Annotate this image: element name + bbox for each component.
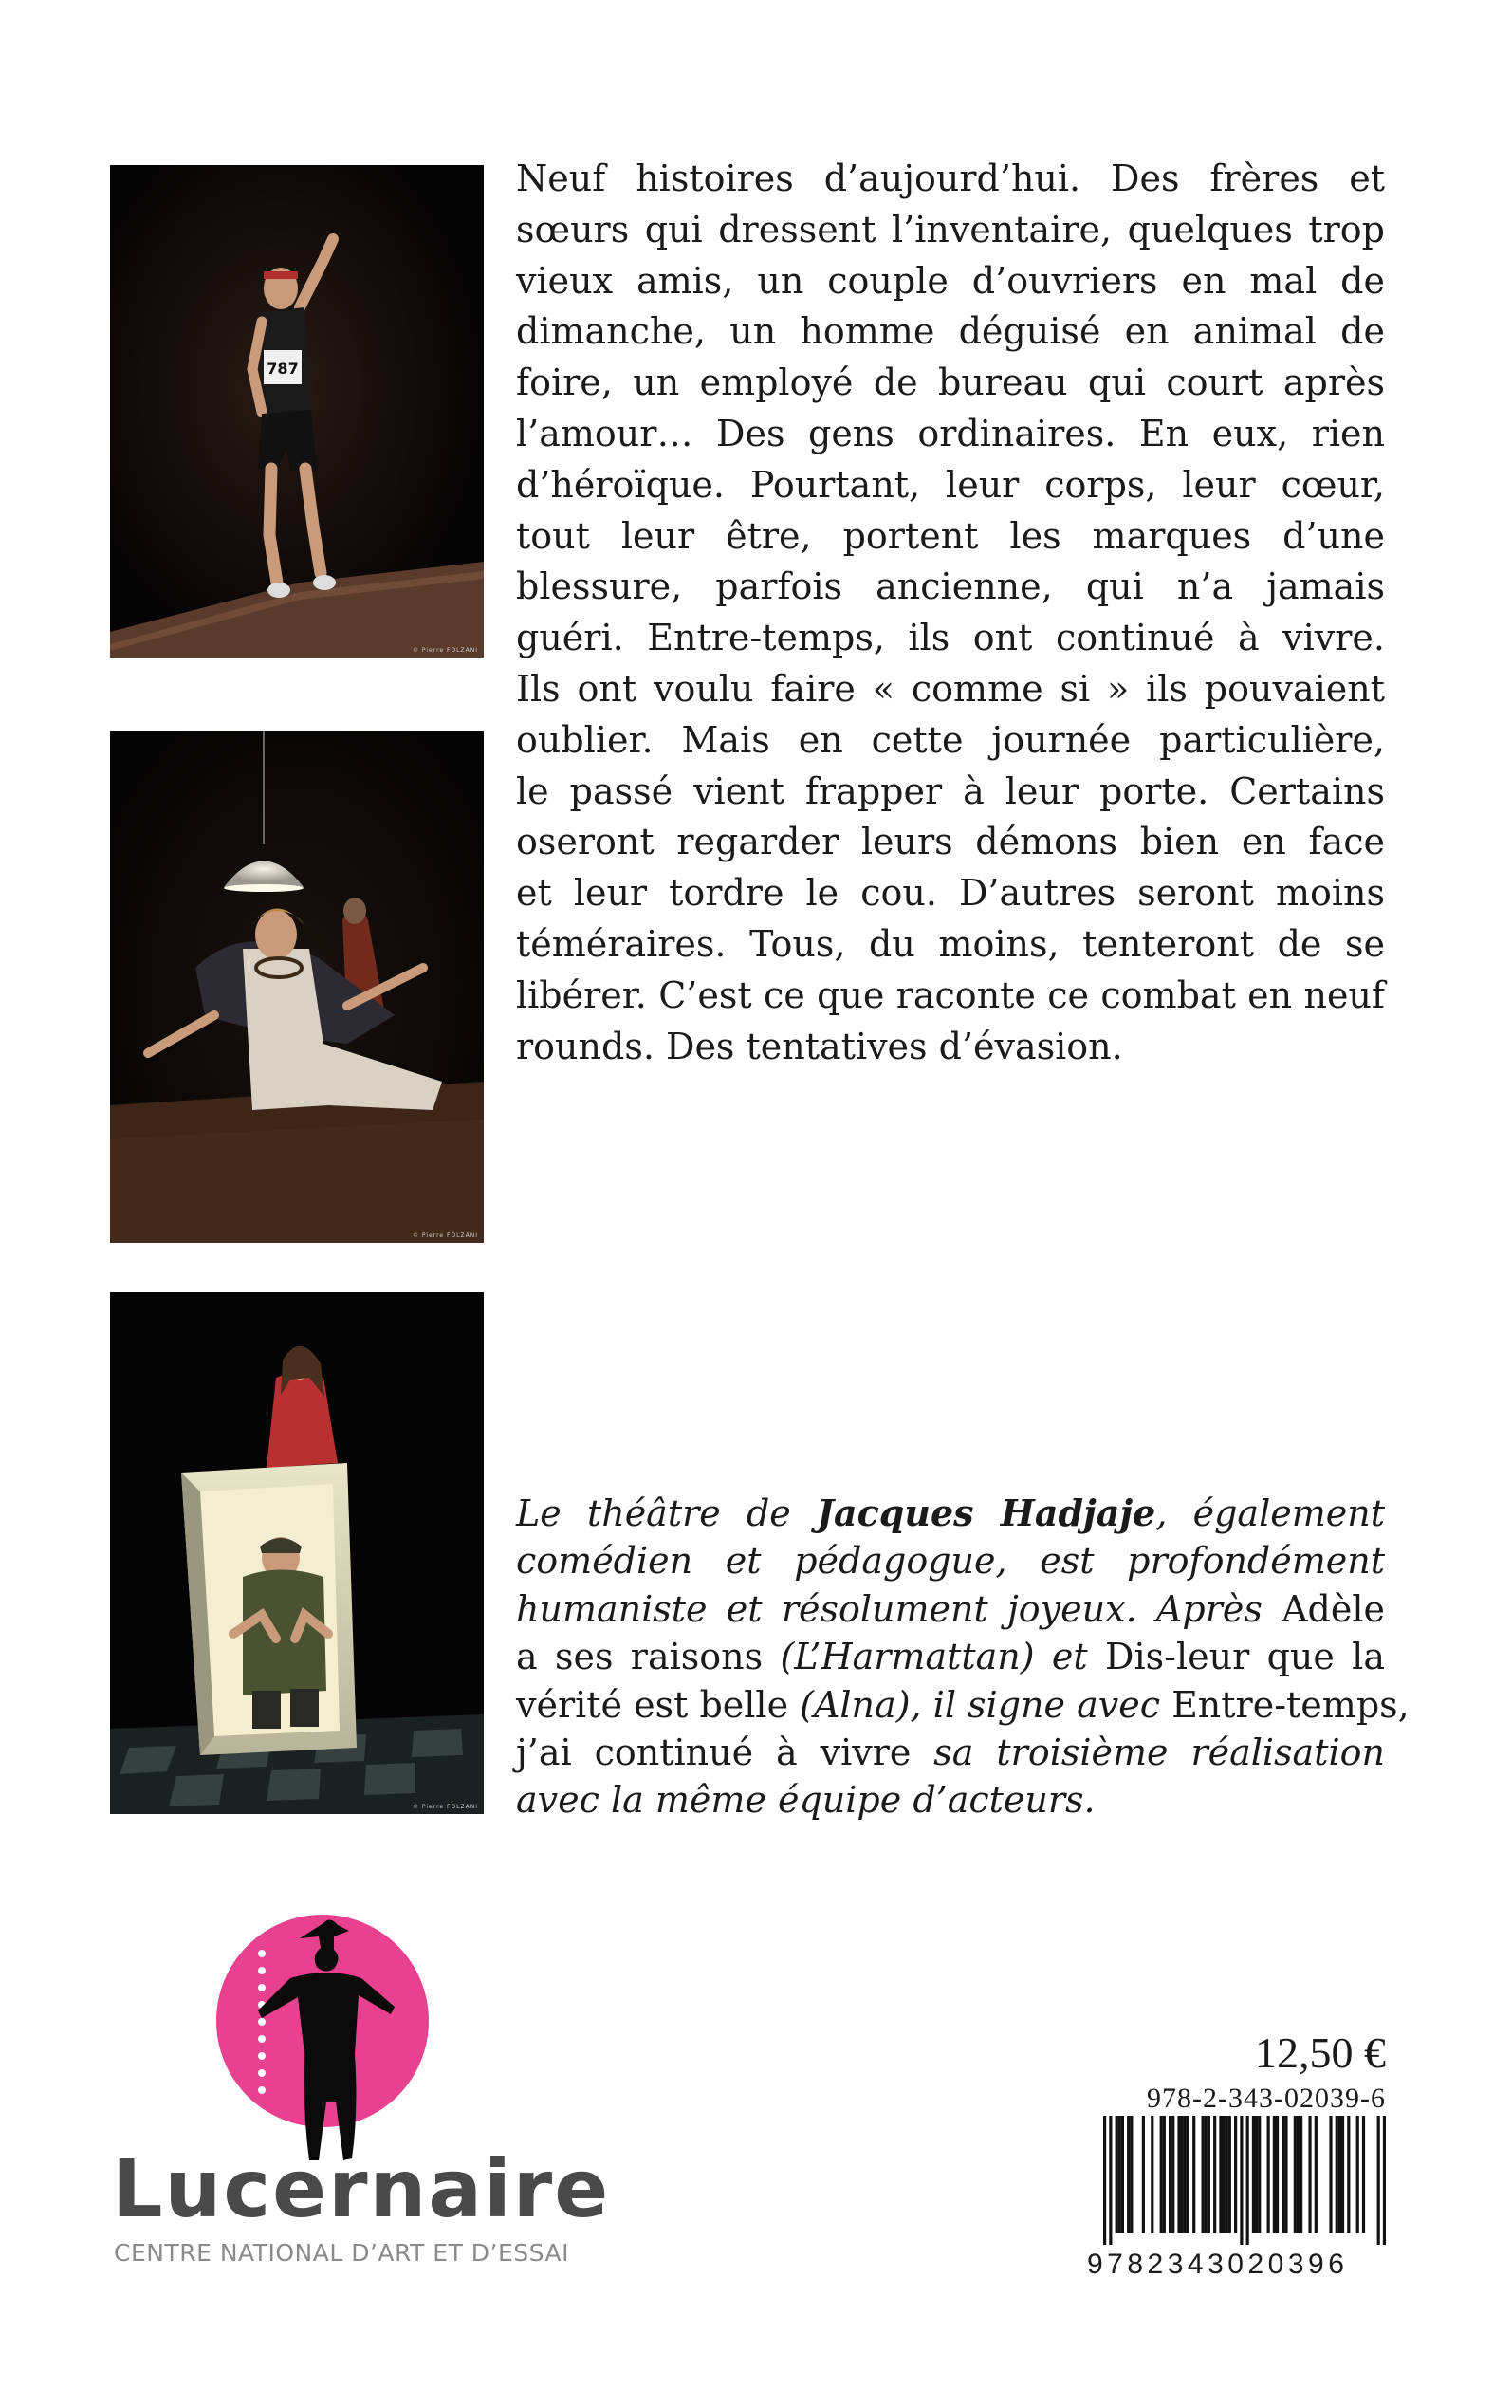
synopsis-line: libérer. C’est ce que raconte ce combat en neuf	[516, 973, 1385, 1016]
barcode-bar	[1329, 2116, 1332, 2233]
barcode-bar	[1160, 2116, 1163, 2233]
synopsis-text	[516, 154, 1385, 1072]
barcode-bar	[1205, 2116, 1208, 2233]
barcode-bar	[1121, 2116, 1124, 2233]
barcode-bar	[1276, 2116, 1279, 2233]
barcode-bar	[1234, 2116, 1237, 2233]
barcode-bar	[1219, 2116, 1222, 2233]
bio-line	[516, 1681, 1410, 1729]
barcode-bar	[1130, 2116, 1133, 2233]
barcode-bar	[1362, 2116, 1365, 2233]
bio-line	[516, 1490, 1385, 1537]
bio-fragment: humaniste et résolument joyeux. Après	[516, 1587, 1282, 1630]
barcode-bar	[1240, 2116, 1243, 2245]
barcode-bar	[1273, 2116, 1276, 2233]
barcode-bar	[1356, 2116, 1359, 2233]
stage-photo-runner	[110, 165, 484, 658]
bio-line	[516, 1729, 1385, 1776]
barcode-bar	[1184, 2116, 1187, 2233]
barcode-bar	[1383, 2116, 1386, 2245]
barcode-bar	[1103, 2116, 1106, 2245]
barcode-bar	[1377, 2116, 1380, 2245]
book-title: Entre-temps,	[1171, 1683, 1410, 1726]
book-title: vérité est belle	[516, 1683, 801, 1726]
barcode-bar	[1297, 2116, 1300, 2233]
photo-credit: © Pierre FOLZANI	[412, 1232, 478, 1239]
logo-wordmark: Lucernaire	[112, 2142, 611, 2235]
barcode-bar	[1187, 2116, 1189, 2233]
bib-number: 787	[267, 360, 299, 378]
barcode-bar	[1228, 2116, 1231, 2233]
barcode-bar	[1267, 2116, 1270, 2233]
barcode-bar	[1163, 2116, 1166, 2233]
barcode-bar	[1282, 2116, 1284, 2233]
synopsis-line: vieux amis, un couple d’ouvriers en mal de	[516, 259, 1385, 302]
barcode-bar	[1116, 2116, 1118, 2233]
synopsis-line: tout leur être, portent les marques d’une	[516, 514, 1385, 557]
bio-line	[516, 1585, 1385, 1633]
bio-fragment: , également	[1155, 1492, 1385, 1534]
barcode-digits: 9782343020396	[1087, 2249, 1349, 2280]
barcode-bar	[1246, 2116, 1249, 2245]
logo-tagline: CENTRE NATIONAL D’ART ET D’ESSAI	[114, 2239, 569, 2267]
synopsis-line: Ils ont voulu faire « comme si » ils pouvaient	[516, 667, 1385, 710]
logo-film-dots	[258, 1950, 266, 2094]
synopsis-line: le passé vient frapper à leur porte. Certains	[516, 769, 1385, 812]
barcode-bar	[1255, 2116, 1258, 2233]
bio-line: avec la même équipe d’acteurs.	[516, 1779, 1096, 1822]
barcode-bar	[1142, 2116, 1145, 2233]
synopsis-line: d’héroïque. Pourtant, leur corps, leur cœur,	[516, 463, 1385, 506]
barcode-bar	[1341, 2116, 1344, 2233]
book-title: Dis-leur que la	[1105, 1636, 1385, 1678]
publisher: (L’Harmattan) et	[780, 1636, 1106, 1678]
bio-fragment: Le théâtre de	[516, 1492, 818, 1534]
price: 12,50 €	[1255, 2028, 1386, 2077]
barcode-bar	[1181, 2116, 1184, 2233]
barcode	[1103, 2116, 1386, 2245]
photo-credit: © Pierre FOLZANI	[412, 647, 478, 654]
barcode-bar	[1294, 2116, 1297, 2233]
synopsis-line: oublier. Mais en cette journée particulière,	[516, 718, 1385, 761]
barcode-bar	[1171, 2116, 1174, 2233]
barcode-bar	[1252, 2116, 1255, 2233]
book-title: j’ai continué à vivre	[516, 1732, 934, 1774]
synopsis-line: oseront regarder leurs démons bien en face	[516, 821, 1385, 863]
synopsis-line: foire, un employé de bureau qui court après	[516, 361, 1385, 404]
barcode-bar	[1213, 2116, 1216, 2233]
synopsis-line: l’amour… Des gens ordinaires. En eux, rien	[516, 412, 1385, 454]
barcode-bar	[1308, 2116, 1311, 2233]
bio-line	[516, 1633, 1385, 1680]
barcode-bar	[1151, 2116, 1153, 2233]
synopsis-line: téméraires. Tous, du moins, tenteront de se	[516, 922, 1385, 965]
barcode-bar	[1177, 2116, 1180, 2233]
barcode-bar	[1192, 2116, 1195, 2233]
barcode-bar	[1202, 2116, 1205, 2233]
barcode-bar	[1222, 2116, 1225, 2233]
photo-credit: © Pierre FOLZANI	[412, 1804, 478, 1810]
book-title: Adèle	[1282, 1587, 1385, 1630]
synopsis-line: guéri. Entre-temps, ils ont continué à vivre.	[516, 617, 1385, 659]
author-bio	[516, 1490, 1410, 1825]
barcode-bar	[1118, 2116, 1121, 2233]
barcode-bar	[1109, 2116, 1112, 2245]
barcode-bar	[1226, 2116, 1228, 2233]
publisher: (Alna), il signe avec	[800, 1683, 1172, 1726]
barcode-bar	[1338, 2116, 1341, 2233]
synopsis-line: sœurs qui dressent l’inventaire, quelques trop	[516, 208, 1385, 250]
synopsis-line: et leur tordre le cou. D’autres seront moins	[516, 872, 1385, 915]
synopsis-line: blessure, parfois ancienne, qui n’a jamais	[516, 565, 1385, 608]
stage-photo-lamp	[110, 731, 484, 1243]
book-title: a ses raisons	[516, 1636, 781, 1678]
author-name: Jacques Hadjaje	[817, 1491, 1156, 1534]
bio-line: comédien et pédagogue, est profondément	[516, 1540, 1385, 1583]
synopsis-line: Neuf histoires d’aujourd’hui. Des frères et	[516, 157, 1385, 199]
bio-fragment: sa troisième réalisation	[933, 1732, 1385, 1774]
barcode-bar	[1127, 2116, 1130, 2233]
stage-photo-cabinet	[110, 1292, 484, 1814]
synopsis-line: dimanche, un homme déguisé en animal de	[516, 310, 1385, 353]
barcode-bar	[1284, 2116, 1287, 2233]
barcode-bar	[1169, 2116, 1171, 2233]
barcode-bar	[1258, 2116, 1261, 2233]
barcode-bar	[1208, 2116, 1210, 2233]
barcode-bar	[1315, 2116, 1318, 2233]
synopsis-line: rounds. Des tentatives d’évasion.	[516, 1025, 1123, 1067]
isbn: 978-2-343-02039-6	[1147, 2083, 1386, 2114]
barcode-bar	[1347, 2116, 1350, 2233]
barcode-bar	[1300, 2116, 1302, 2233]
barcode-bar	[1336, 2116, 1338, 2233]
